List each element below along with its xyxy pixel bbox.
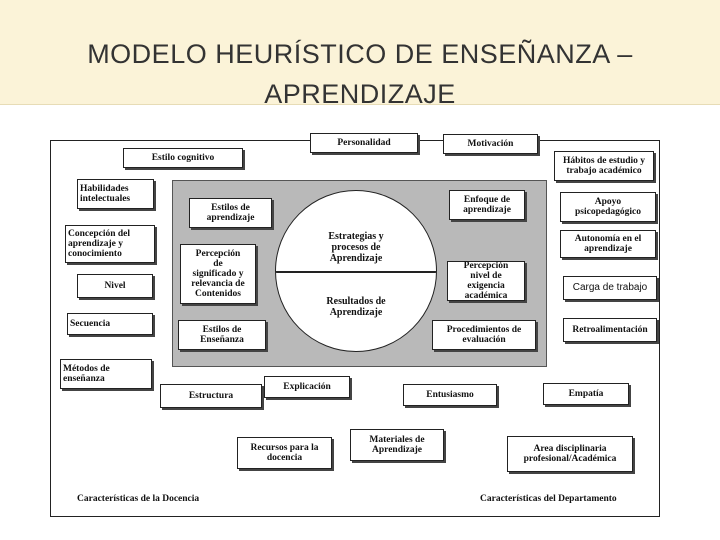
footer-docencia: Características de la Docencia bbox=[77, 494, 200, 504]
box-autonomia: Autonomía en el aprendizaje bbox=[560, 230, 656, 258]
title-line-2: APRENDIZAJE bbox=[264, 79, 456, 109]
box-habilidades-intelectuales: Habilidades intelectuales bbox=[77, 179, 154, 209]
box-carga-trabajo: Carga de trabajo bbox=[563, 276, 657, 300]
title-line-1: MODELO HEURÍSTICO DE ENSEÑANZA – bbox=[87, 39, 633, 69]
box-recursos-docencia: Recursos para la docencia bbox=[237, 437, 332, 469]
box-metodos-ensenanza: Métodos de enseñanza bbox=[60, 359, 152, 389]
box-entusiasmo: Entusiasmo bbox=[403, 384, 497, 406]
box-retroalimentacion: Retroalimentación bbox=[563, 318, 657, 342]
box-procedimientos-evaluacion: Procedimientos de evaluación bbox=[432, 320, 536, 350]
box-percepcion-exigencia: Percepción nivel de exigencia académica bbox=[447, 261, 525, 301]
slide-header bbox=[0, 0, 720, 109]
box-habitos-estudio: Hábitos de estudio y trabajo académico bbox=[554, 151, 654, 181]
box-percepcion-significado: Percepción de significado y relevancia de Contenidos bbox=[180, 244, 256, 304]
footer-departamento: Características del Departamento bbox=[480, 494, 617, 504]
box-motivacion: Motivación bbox=[443, 134, 538, 154]
box-estilos-ensenanza: Estilos de Enseñanza bbox=[178, 320, 266, 350]
slide-title bbox=[0, 34, 720, 114]
box-estilos-aprendizaje: Estilos de aprendizaje bbox=[189, 198, 272, 228]
box-apoyo-psicopedagogico: Apoyo psicopedagógico bbox=[560, 192, 656, 222]
box-estilo-cognitivo: Estilo cognitivo bbox=[123, 148, 243, 168]
circle-divider bbox=[276, 271, 436, 273]
box-nivel: Nivel bbox=[77, 274, 153, 298]
box-estructura: Estructura bbox=[160, 384, 262, 408]
box-empatia: Empatía bbox=[543, 383, 629, 405]
box-concepcion-aprendizaje: Concepción del aprendizaje y conocimiento bbox=[65, 225, 155, 263]
box-area-disciplinaria: Area disciplinaria profesional/Académica bbox=[507, 436, 633, 472]
box-materiales-aprendizaje: Materiales de Aprendizaje bbox=[350, 429, 444, 461]
box-explicacion: Explicación bbox=[264, 376, 350, 398]
circle-top-label: Estrategias y procesos de Aprendizaje bbox=[328, 231, 384, 264]
box-personalidad: Personalidad bbox=[310, 133, 418, 153]
central-circle bbox=[275, 190, 437, 352]
box-secuencia: Secuencia bbox=[67, 313, 153, 335]
box-enfoque-aprendizaje: Enfoque de aprendizaje bbox=[449, 190, 525, 220]
circle-bottom-label: Resultados de Aprendizaje bbox=[326, 296, 386, 318]
